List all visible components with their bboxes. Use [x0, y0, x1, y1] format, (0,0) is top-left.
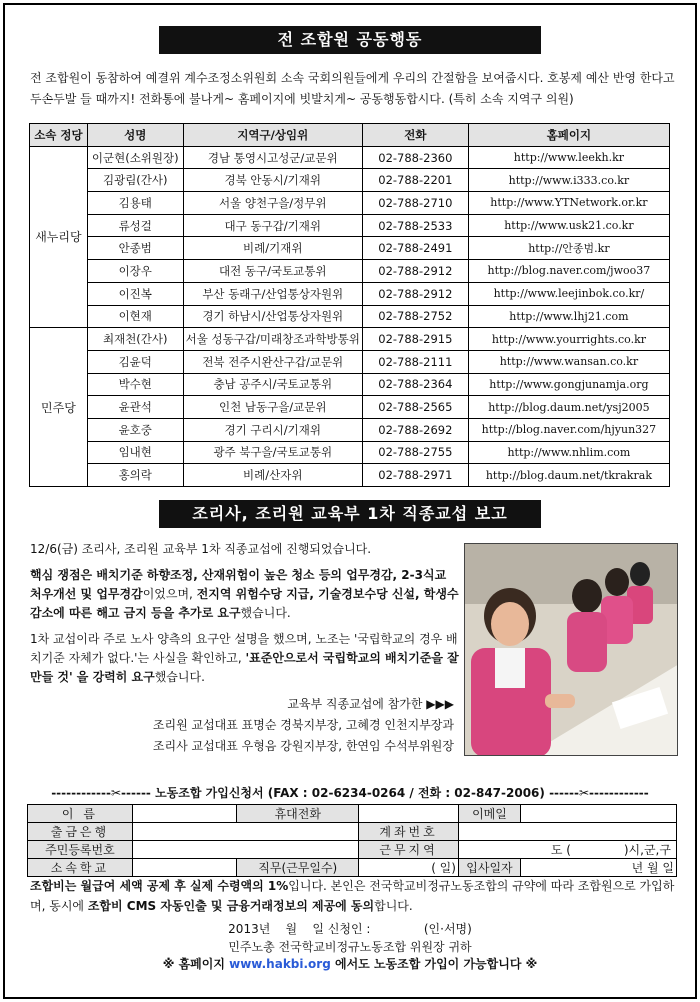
form-label-bank: 출금은행 — [28, 823, 133, 841]
member-phone: 02-788-2360 — [362, 146, 468, 169]
signature-block — [24, 920, 676, 956]
member-homepage[interactable]: http://blog.daum.net/tkrakrak — [468, 464, 669, 487]
member-district: 서울 성동구갑/미래창조과학방통위 — [183, 328, 362, 351]
member-district: 경기 구리시/기재위 — [183, 418, 362, 441]
attendees-block — [30, 694, 460, 757]
footer-notice — [24, 955, 676, 972]
header-party: 소속 정당 — [30, 124, 88, 147]
member-homepage[interactable]: http://www.wansan.co.kr — [468, 350, 669, 373]
member-district: 경기 하남시/산업통상자원위 — [183, 305, 362, 328]
member-district: 경남 통영시고성군/교문위 — [183, 146, 362, 169]
member-phone: 02-788-2533 — [362, 214, 468, 237]
report-issues-end: 했습니다. — [240, 606, 291, 620]
footer-pre: ※ 홈페이지 — [162, 957, 230, 971]
member-row — [30, 214, 670, 237]
form-row-school — [28, 859, 677, 877]
member-phone: 02-788-2364 — [362, 373, 468, 396]
member-row — [30, 396, 670, 419]
application-cutline: ------------✂------ 노동조합 가입신청서 (FAX : 02-6234-0264 / 전화 : 02-847-2006) ------✂------------ — [51, 786, 649, 800]
attendees-cooks: 조리원 교섭대표 표명순 경북지부장, 고혜경 인천지부장과 — [152, 718, 454, 732]
member-district: 대구 동구갑/기재위 — [183, 214, 362, 237]
member-homepage[interactable]: http://www.i333.co.kr — [468, 169, 669, 192]
member-row — [30, 350, 670, 373]
report-date-paragraph: 12/6(금) 조리사, 조리원 교육부 1차 직종교섭에 진행되었습니다. — [30, 542, 372, 556]
form-field-job-days[interactable]: ( 일) — [359, 859, 459, 877]
footer-homepage-link[interactable]: www.hakbi.org — [229, 957, 331, 971]
member-name: 임내현 — [87, 441, 183, 464]
member-homepage[interactable]: http://blog.naver.com/hjyun327 — [468, 418, 669, 441]
member-phone: 02-788-2971 — [362, 464, 468, 487]
intro-paragraph: 전 조합원이 동참하여 예결위 계수조정소위원회 소속 국회의원들에게 우리의 간절함을 보여줍시다. 호봉제 예산 반영 한다고 두손두발 들 때까지! 전화통에 불나게~ 홈페이지에 빗발치게~ 공동행동합시다. (특히 소속 지역구 의원) — [30, 71, 675, 106]
report-issues-bold2: 전지역 위험수당 지급, 기술경보수당 신설, 학생수 감소에 따른 해고 금지 등을 추가로 요구 — [30, 587, 459, 620]
member-district: 부산 동래구/산업통상자원위 — [183, 282, 362, 305]
header-phone: 전화 — [362, 124, 468, 147]
member-homepage[interactable]: http://www.yourrights.co.kr — [468, 328, 669, 351]
member-name: 이군현(소위원장) — [87, 146, 183, 169]
header-district: 지역구/상임위 — [183, 124, 362, 147]
attendees-chefs: 조리사 교섭대표 우형음 강원지부장, 한연임 수석부위원장 — [152, 739, 454, 753]
member-homepage[interactable]: http://www.usk21.co.kr — [468, 214, 669, 237]
header-name: 성명 — [87, 124, 183, 147]
form-label-resident-number: 주민등록번호 — [28, 841, 133, 859]
member-homepage[interactable]: http://www.leejinbok.co.kr/ — [468, 282, 669, 305]
form-row-id — [28, 841, 677, 859]
form-field-school[interactable] — [132, 859, 237, 877]
dues-notice — [30, 876, 676, 916]
member-row — [30, 328, 670, 351]
member-name: 홍의락 — [87, 464, 183, 487]
report-demand-end: 했습니다. — [154, 670, 205, 684]
member-row — [30, 305, 670, 328]
member-phone: 02-788-2111 — [362, 350, 468, 373]
member-district: 광주 북구을/국토교통위 — [183, 441, 362, 464]
member-row — [30, 373, 670, 396]
application-form — [27, 804, 677, 877]
member-table — [29, 123, 670, 487]
member-row — [30, 146, 670, 169]
dues-notice-end: 합니다. — [374, 899, 413, 913]
member-name: 윤호중 — [87, 418, 183, 441]
member-phone: 02-788-2565 — [362, 396, 468, 419]
member-row — [30, 260, 670, 283]
member-phone: 02-788-2491 — [362, 237, 468, 260]
form-field-name[interactable] — [132, 805, 237, 823]
member-district: 인천 남동구을/교문위 — [183, 396, 362, 419]
form-field-hire-date[interactable]: 년 월 일 — [520, 859, 676, 877]
member-phone: 02-788-2692 — [362, 418, 468, 441]
member-phone: 02-788-2710 — [362, 192, 468, 215]
member-district: 전북 전주시완산구갑/교문위 — [183, 350, 362, 373]
form-field-bank[interactable] — [132, 823, 358, 841]
member-phone: 02-788-2752 — [362, 305, 468, 328]
member-homepage[interactable]: http://안종범.kr — [468, 237, 669, 260]
member-district: 대전 동구/국토교통위 — [183, 260, 362, 283]
member-district: 충남 공주시/국토교통위 — [183, 373, 362, 396]
member-district: 서울 양천구을/정무위 — [183, 192, 362, 215]
form-row-bank — [28, 823, 677, 841]
member-district: 비례/기재위 — [183, 237, 362, 260]
report-issues-paragraph — [30, 566, 460, 623]
form-label-name: 이 름 — [28, 805, 133, 823]
dues-notice-bold2: 조합비 CMS 자동인출 및 금융거래정보의 제공에 동의 — [87, 899, 375, 913]
member-row — [30, 282, 670, 305]
form-label-school: 소속학교 — [28, 859, 133, 877]
member-name: 김광림(간사) — [87, 169, 183, 192]
form-field-account[interactable] — [458, 823, 676, 841]
member-name: 김윤덕 — [87, 350, 183, 373]
addressee-line: 민주노총 전국학교비정규노동조합 위원장 귀하 — [228, 940, 472, 954]
form-label-work-region: 근무지역 — [359, 841, 459, 859]
member-row — [30, 418, 670, 441]
member-name: 류성걸 — [87, 214, 183, 237]
dues-notice-bold1: 조합비는 월급여 세액 공제 후 실제 수령액의 1% — [30, 879, 289, 893]
form-field-work-region[interactable] — [458, 841, 676, 859]
member-name: 이장우 — [87, 260, 183, 283]
member-phone: 02-788-2755 — [362, 441, 468, 464]
member-phone: 02-788-2915 — [362, 328, 468, 351]
member-row — [30, 441, 670, 464]
member-district: 경북 안동시/기재위 — [183, 169, 362, 192]
member-homepage[interactable]: http://www.gongjunamja.org — [468, 373, 669, 396]
report-text — [30, 540, 460, 757]
dues-notice-mid: 입니다. 본인은 전국학교비정규노동조합의 규약에 따라 조합원으로 가입하며, 동시에 — [30, 879, 675, 913]
form-region-city: )시,군,구 — [623, 843, 671, 857]
member-homepage[interactable]: http://blog.naver.com/jwoo37 — [468, 260, 669, 283]
attendees-label: 교육부 직종교섭에 참가한 ▶▶▶ — [287, 697, 454, 711]
member-phone: 02-788-2912 — [362, 282, 468, 305]
negotiation-photo — [464, 543, 678, 756]
member-homepage[interactable]: http://www.nhlim.com — [468, 441, 669, 464]
report-issues-mid: 이었으며, — [142, 587, 197, 601]
member-row — [30, 464, 670, 487]
party-cell: 민주당 — [30, 328, 88, 487]
member-name: 이현재 — [87, 305, 183, 328]
member-row — [30, 192, 670, 215]
form-label-email: 이메일 — [458, 805, 520, 823]
footer-post: 에서도 노동조합 가입이 가능합니다 ※ — [330, 957, 538, 971]
member-phone: 02-788-2201 — [362, 169, 468, 192]
section-banner-negotiation-report: 조리사, 조리원 교육부 1차 직종교섭 보고 — [159, 500, 541, 528]
form-label-account: 계좌번호 — [359, 823, 459, 841]
form-row-name — [28, 805, 677, 823]
member-name: 안종범 — [87, 237, 183, 260]
member-name: 최재천(간사) — [87, 328, 183, 351]
section-banner-joint-action: 전 조합원 공동행동 — [159, 26, 541, 54]
member-phone: 02-788-2912 — [362, 260, 468, 283]
member-row — [30, 169, 670, 192]
header-homepage: 홈페이지 — [468, 124, 669, 147]
member-homepage[interactable]: http://www.leekh.kr — [468, 146, 669, 169]
member-row — [30, 237, 670, 260]
member-table-header — [30, 124, 670, 147]
member-homepage[interactable]: http://www.lhj21.com — [468, 305, 669, 328]
member-name: 이진복 — [87, 282, 183, 305]
member-name: 김용태 — [87, 192, 183, 215]
signature-line: 2013년 월 일 신청인 : (인·서명) — [228, 922, 472, 936]
member-name: 윤관석 — [87, 396, 183, 419]
report-demand-bold: '표준안으로서 국립학교의 배치기준을 잘 만들 것' 을 강력히 요구 — [30, 651, 459, 684]
report-demand-paragraph — [30, 630, 460, 687]
form-field-mobile[interactable] — [359, 805, 459, 823]
form-field-email[interactable] — [520, 805, 676, 823]
form-field-resident-number[interactable] — [132, 841, 358, 859]
form-region-province: 도 ( — [550, 843, 571, 857]
member-homepage[interactable]: http://www.YTNetwork.or.kr — [468, 192, 669, 215]
form-label-job: 직무(근무일수) — [237, 859, 359, 877]
form-label-mobile: 휴대전화 — [237, 805, 359, 823]
member-homepage[interactable]: http://blog.daum.net/ysj2005 — [468, 396, 669, 419]
report-issues-bold: 핵심 쟁점은 배치기준 하향조정, 산재위험이 높은 청소 등의 업무경감, 2-3식교 처우개선 및 업무경감 — [30, 568, 447, 601]
form-label-hire-date: 입사일자 — [458, 859, 520, 877]
member-district: 비례/산자위 — [183, 464, 362, 487]
member-name: 박수현 — [87, 373, 183, 396]
party-cell: 새누리당 — [30, 146, 88, 328]
report-demand-start: 1차 교섭이라 주로 노사 양측의 요구안 설명을 했으며, 노조는 '국립학교의 경우 배치기준 자체가 없다.'는 사실을 확인하고, — [30, 632, 458, 665]
